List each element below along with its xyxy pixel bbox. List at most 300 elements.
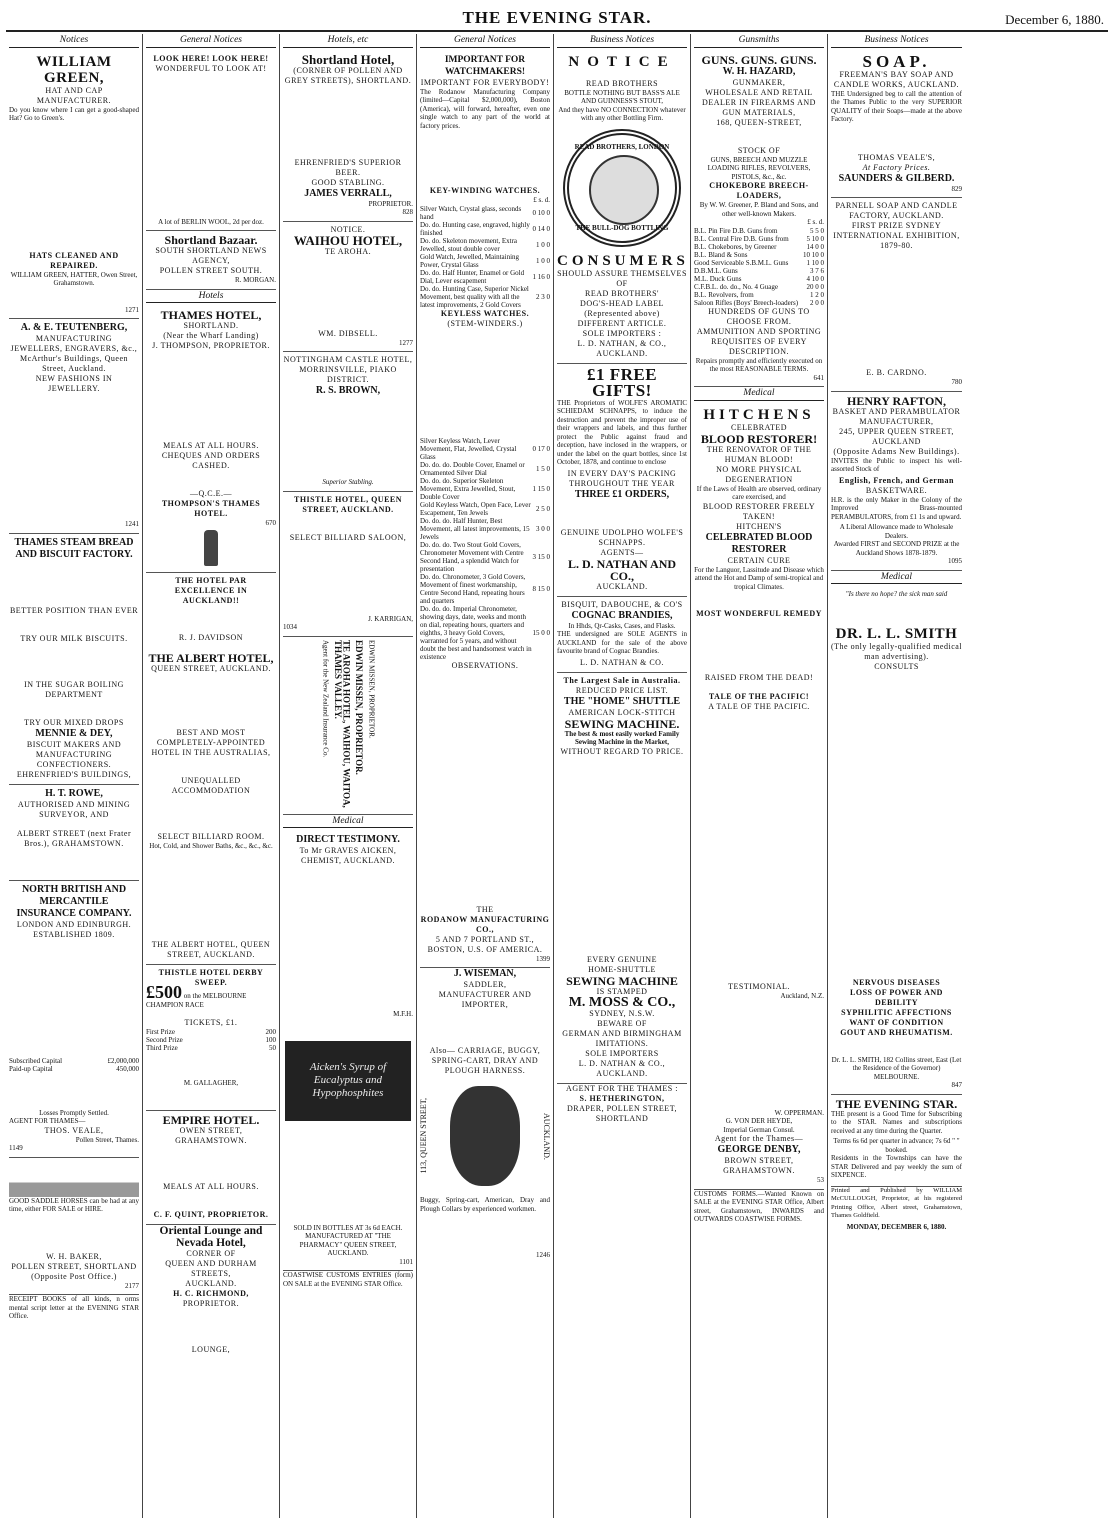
ad-line: To Mr GRAVES AICKEN, CHEMIST, AUCKLAND. <box>299 846 397 865</box>
ad-line: GUNS, BREECH AND MUZZLE LOADING RIFLES, REVOLVERS, PISTOLS, &c., &c. <box>707 155 811 181</box>
column-7 <box>828 34 965 1518</box>
table-row <box>694 235 824 243</box>
ad-line: SHOULD ASSURE THEMSELVES OF <box>557 268 687 288</box>
ad-line: NOTICE. <box>330 224 366 234</box>
ad-line: FIRST PRIZE SYDNEY INTERNATIONAL EXHIBITION, 1879-80. <box>833 221 960 250</box>
ad-title: THAMES STEAM BREAD AND BISCUIT FACTORY. <box>14 536 134 560</box>
ad-line: CORNER OF <box>186 1248 236 1258</box>
ad-number: 1277 <box>399 338 413 347</box>
ad-signature: W. H. BAKER, <box>46 1251 102 1261</box>
ad-line: CONSULTS <box>874 661 919 671</box>
ad-title: NOTICE <box>568 53 676 70</box>
table-row <box>420 573 550 605</box>
ad-signature: M. MOSS & CO., <box>568 994 676 1010</box>
table-row <box>420 221 550 237</box>
column-3 <box>280 34 417 1518</box>
syrup-label-illustration: Aicken's Syrup of Eucalyptus and Hypophosphites <box>285 1041 411 1121</box>
ad-address: 245, UPPER QUEEN STREET, AUCKLAND <box>839 426 954 446</box>
ad-number: 780 <box>951 378 962 386</box>
ad-signature: M. GALLAGHER, <box>183 1079 239 1087</box>
ad-title: H. T. ROWE, <box>45 787 103 799</box>
item-cell: M.L. Duck Guns <box>694 274 742 283</box>
ad-line: PROPRIETOR. <box>368 199 413 208</box>
ad-subtitle: LONDON AND EDINBURGH. <box>16 919 132 929</box>
column-4 <box>417 34 554 1518</box>
ad-line: RAISED FROM THE DEAD! <box>704 673 814 682</box>
ad-address: QUEEN STREET, AUCKLAND. <box>151 663 271 673</box>
item-cell: B.L. Chokebores, by Greener <box>694 242 777 251</box>
ad-text: GOOD SADDLE HORSES can be had at any time, either FOR SALE or HIRE. <box>9 1196 139 1213</box>
ad-line: THREE £1 ORDERS, <box>574 488 670 500</box>
ad-line: STOCK OF <box>737 145 781 155</box>
ad-wiseman <box>420 968 550 1260</box>
ad-line: (Near the Wharf Landing) <box>163 331 259 340</box>
ad-title: THISTLE HOTEL, QUEEN STREET, AUCKLAND. <box>293 494 403 514</box>
ad-line: CHEQUES AND ORDERS CASHED. <box>161 451 261 470</box>
ad-title: THAMES HOTEL, <box>160 308 262 322</box>
ad-address: AUCKLAND. <box>596 581 648 591</box>
price-cell: 1 2 0 <box>810 290 824 299</box>
ad-line: If the Laws of Health are observed, ordinary care exercised, and <box>696 484 822 501</box>
price-cell: 5 5 0 <box>810 226 824 235</box>
ad-title: THE HOTEL PAR EXCELLENCE IN AUCKLAND!! <box>174 575 248 605</box>
ad-line: LOSS OF POWER AND DEBILITY <box>850 987 943 1007</box>
ad-line: Superior Stabling. <box>322 478 374 486</box>
table-row <box>694 267 824 275</box>
ad-line: TALE OF THE PACIFIC! <box>708 692 810 701</box>
ad-line: A TALE OF THE PACIFIC. <box>708 702 810 711</box>
ad-title: IMPORTANT FOR WATCHMAKERS! <box>444 54 526 77</box>
item-cell: C.F.B.L. do. do., No. 4 Guage <box>694 282 779 291</box>
ad-william-green <box>9 51 139 320</box>
ad-line: READ BROTHERS' <box>584 288 659 298</box>
price-cell: 8 15 0 <box>532 584 550 593</box>
ad-line: HOME-SHUTTLE <box>588 964 656 974</box>
ad-title: LOOK HERE! LOOK HERE! <box>153 53 269 63</box>
ad-nottingham <box>283 352 413 492</box>
ad-line: TICKETS, £1. <box>184 1018 238 1027</box>
logo-text-top: READ BROTHERS, LONDON <box>574 142 670 151</box>
ad-text: The Rodanow Manufacturing Company (limited—Capital $2,000,000), Boston (America), will forward, hereafter, even one single watch to any part of the world at factory prices. <box>420 87 550 130</box>
ad-line: DOG'S-HEAD LABEL <box>580 298 664 308</box>
ad-line: The Largest Sale in Australia. <box>563 675 681 685</box>
ad-text: COASTWISE CUSTOMS ENTRIES (form) ON SALE at the EVENING STAR Office. <box>283 1271 413 1288</box>
ad-line: —Q.C.E.— <box>190 489 232 498</box>
table-row <box>694 275 824 283</box>
ad-signature: J. THOMPSON, PROPRIETOR. <box>152 341 270 350</box>
ad-text: H.R. is the only Maker in the Colony of the Improved Brass-mounted PERAMBULATORS, from £1 1s and upward. <box>831 495 962 521</box>
ad-title: Shortland Bazaar. <box>164 233 258 247</box>
item-cell: Do. do. do. Superior Skeleton Movement, Extra Jewelled, Stout, Double Cover <box>420 476 516 501</box>
table-row: First Prize 200 <box>146 1028 276 1036</box>
ad-subtitle: OWEN STREET, GRAHAMSTOWN. <box>175 1125 247 1145</box>
ad-signature: R. J. DAVIDSON <box>178 632 244 642</box>
section-header: Hotels <box>146 290 276 304</box>
ad-subtitle: AMERICAN LOCK-STITCH <box>568 707 676 717</box>
ad-signature: L. D. NATHAN & CO. <box>580 657 664 667</box>
ad-line: NEW FASHIONS IN JEWELLERY. <box>35 374 113 393</box>
ad-line: EHRENFRIED'S BUILDINGS, <box>16 769 132 779</box>
ad-line: WITHOUT REGARD TO PRICE. <box>560 746 684 756</box>
ad-line: THROUGHOUT THE YEAR <box>569 478 675 488</box>
ad-title: BLOOD RESTORER! <box>700 431 818 446</box>
ad-line: TRY OUR MILK BISCUITS. <box>20 633 128 643</box>
table-row: Second Prize 100 <box>146 1036 276 1044</box>
ad-title: NOTTINGHAM CASTLE HOTEL, MORRINSVILLE, PIAKO DISTRICT. <box>283 355 413 384</box>
ad-line: BEST AND MOST COMPLETELY-APPOINTED HOTEL IN THE AUSTRALIAS, <box>151 727 271 757</box>
item-cell: Do. do. Skeleton movement, Extra Jewelled, stout double cover <box>420 236 518 253</box>
ad-line: HUNDREDS OF GUNS TO CHOOSE FROM. <box>708 306 810 326</box>
ad-title: EMPIRE HOTEL. <box>162 1112 260 1127</box>
ad-subtitle: TE AROHA. <box>324 246 372 256</box>
ad-title: THISTLE HOTEL DERBY SWEEP. <box>158 968 264 987</box>
ad-signature: S. HETHERINGTON, <box>579 1093 665 1103</box>
ad-line: SOLD IN BOTTLES AT 3s 6d EACH. <box>293 1223 403 1232</box>
table-row <box>420 205 550 221</box>
ad-title: DIRECT TESTIMONY. <box>296 834 400 845</box>
price-cell: 2 0 0 <box>810 298 824 307</box>
ad-waihou-hotel <box>283 222 413 353</box>
ad-line: IN THE SUGAR BOILING DEPARTMENT <box>24 679 124 699</box>
ad-subtitle: SOUTH SHORTLAND NEWS AGENCY, <box>155 246 267 265</box>
ad-signature: C. F. QUINT, PROPRIETOR. <box>153 1209 269 1219</box>
ad-line: For the Languor, Lassitude and Disease which attend the Hot and Damp of semi-tropical and tropical Climates. <box>694 565 824 591</box>
imprint-date: MONDAY, DECEMBER 6, 1880. <box>846 1222 947 1231</box>
ad-title: THE ALBERT HOTEL, <box>148 650 274 665</box>
price-cell: 1 0 0 <box>536 256 550 265</box>
carriage-illustration <box>9 1161 139 1197</box>
ad-signature: JAMES VERRALL, <box>304 187 392 199</box>
ad-address: BROWN STREET, <box>724 1156 794 1165</box>
ad-line: In Hhds, Qr-Casks, Cases, and Flasks. <box>568 621 676 630</box>
ad-text: THE undersigned are SOLE AGENTS in AUCKLAND for the sale of the above favourite brand of Cognac Brandies. <box>557 630 687 655</box>
ad-number: 2177 <box>125 1281 139 1290</box>
ad-line: WANT OF CONDITION <box>849 1017 944 1027</box>
price-cell: 1 0 0 <box>536 240 550 249</box>
ad-derby-sweep <box>146 965 276 1111</box>
ad-signature: G. VON DER HEYDE, <box>725 1117 793 1125</box>
ad-signature: E. B. CARDNO. <box>866 368 927 377</box>
item-cell: D.B.M.L. Guns <box>694 266 738 275</box>
keyless-table <box>420 437 550 661</box>
imprint <box>831 1187 962 1232</box>
ad-title: COGNAC BRANDIES, <box>571 609 673 621</box>
ad-number: 1149 <box>9 1144 23 1152</box>
table-row <box>420 437 550 461</box>
item-cell: Gold Watch, Jewelled, Maintaining Power, Crystal Glass <box>420 252 520 269</box>
rotated-title: TE AROHA HOTEL, WAIHOU, WAITOA, THAMES VALLEY. <box>332 639 352 808</box>
ad-title: WILLIAM GREEN, <box>36 53 112 86</box>
ad-signature: L. D. NATHAN & CO., <box>578 1058 666 1068</box>
ad-title: SOAP. <box>862 51 931 71</box>
ad-watchmakers <box>420 51 550 969</box>
ad-thames-hotel <box>146 306 276 573</box>
ad-subtitle: MANUFACTURING JEWELLERS, ENGRAVERS, &c., <box>10 334 138 353</box>
ad-signature: GEORGE DENBY, <box>717 1144 801 1155</box>
ad-title: Shortland Hotel, <box>301 51 395 67</box>
item-cell: Do. do. Hunting case, engraved, highly finished <box>420 220 530 237</box>
ad-line: "Is there no hope? the sick man said <box>845 590 948 598</box>
ad-title: CONSUMERS <box>557 252 689 269</box>
ad-shortland-hotel <box>283 51 413 222</box>
ad-line: LOUNGE, <box>191 1344 231 1354</box>
column-header: Business Notices <box>557 34 687 48</box>
price-cell: 1 10 0 <box>806 258 824 267</box>
ad-line: Auckland, N.Z. <box>780 992 824 1000</box>
ad-line: At Factory Prices. <box>862 162 931 172</box>
section-title: OBSERVATIONS. <box>451 660 519 670</box>
rotated-agent-line: Agent for the New Zealand Insurance Co. <box>321 639 330 757</box>
table-row: Third Prize 50 <box>146 1044 276 1052</box>
column-5 <box>554 34 691 1518</box>
item-cell: B.L. Bland & Sons <box>694 250 748 259</box>
ad-line: NERVOUS DISEASES <box>852 977 941 987</box>
ad-address: BOSTON, U.S. OF AMERICA. <box>427 944 543 954</box>
ad-line: WHOLESALE AND RETAIL DEALER IN FIREARMS AND GUN MATERIALS, <box>702 87 816 117</box>
ad-text: Buggy, Spring-cart, American, Dray and Plough Collars by experienced workmen. <box>420 1196 550 1213</box>
column-header: Business Notices <box>831 34 962 48</box>
ad-albert-hotel <box>146 573 276 966</box>
ad-line: READ BROTHERS <box>585 78 659 88</box>
ad-subtitle: AUTHORISED AND MINING SURVEYOR, AND <box>17 799 131 819</box>
table-row <box>694 227 824 235</box>
column-header: Hotels, etc <box>283 34 413 48</box>
ad-line: AGENTS— <box>600 547 644 557</box>
table-row <box>420 477 550 501</box>
price-cell: 3 0 0 <box>536 524 550 533</box>
guns-table <box>694 227 824 307</box>
price-cell: 1 15 0 <box>532 484 550 493</box>
ad-line: Losses Promptly Settled. <box>39 1108 109 1117</box>
ad-line: AGENT FOR THE THAMES : <box>566 1083 678 1093</box>
item-cell: Do. do. do. Two Stout Gold Covers, Chronometer Movement with Centre Second Hand, a splendid Watch for presentation <box>420 540 524 573</box>
ad-subtitle: FREEMAN'S BAY SOAP AND CANDLE WORKS, AUCKLAND. <box>833 69 960 89</box>
price-cell: 2 5 0 <box>536 504 550 513</box>
ad-subtitle: (The only legally-qualified medical man advertising). <box>831 641 963 661</box>
ad-address: 168, QUEEN-STREET, <box>716 117 802 127</box>
ad-line: BLOOD RESTORER FREELY TAKEN! <box>702 501 816 521</box>
ad-signature: L. D. NATHAN, & CO., <box>577 338 667 348</box>
ad-line: EVERY GENUINE <box>587 954 657 964</box>
ad-look-here <box>146 51 276 232</box>
newspaper-title: THE EVENING STAR. <box>462 8 652 27</box>
table-row <box>694 243 824 251</box>
ad-line: REDUCED PRICE LIST. <box>575 685 669 695</box>
ad-signature: R. MORGAN. <box>234 276 276 284</box>
table-row <box>420 237 550 253</box>
item-cell: B.L. Revolvers, from <box>694 290 754 299</box>
ad-number: 670 <box>265 519 276 527</box>
ad-line: TRY OUR MIXED DROPS <box>24 717 124 727</box>
ad-footer: THE ALBERT HOTEL, QUEEN STREET, AUCKLAND. <box>151 940 271 959</box>
ad-address: (Opposite Adams New Buildings). <box>833 446 960 456</box>
ad-line: MANUFACTURED AT "THE PHARMACY" QUEEN STREET, AUCKLAND. <box>299 1232 397 1257</box>
ad-rafton <box>831 392 962 571</box>
section-header: Medical <box>831 571 962 585</box>
item-cell: Do. do. Chronometer, 3 Gold Covers, Movement of finest workmanship, Centre Second Hand, repeating hours and quarters <box>420 572 526 605</box>
address-vertical: 113, QUEEN STREET, <box>419 1098 428 1174</box>
ad-line: NO MORE PHYSICAL DEGENERATION <box>716 464 802 484</box>
ad-line: SOLE IMPORTERS : <box>582 328 662 338</box>
ad-guns <box>694 51 824 388</box>
ad-address: QUEEN AND DURHAM STREETS, <box>165 1258 257 1278</box>
ad-subtitle: SHORTLAND. <box>183 321 239 330</box>
ad-line: AGENT FOR THAMES— <box>9 1117 86 1125</box>
ad-signature: H. C. RICHMOND, <box>173 1288 249 1298</box>
ad-title: HITCHENS <box>703 406 815 423</box>
ad-title: NORTH BRITISH AND MERCANTILE INSURANCE COMPANY. <box>16 883 132 919</box>
table-row: Paid-up Capital 450,000 <box>9 1064 139 1073</box>
prize-table <box>146 1028 276 1052</box>
price-cell: 3 7 6 <box>810 266 824 275</box>
ad-line: English, French, and German <box>839 475 954 485</box>
price-cell: 14 0 0 <box>806 242 824 251</box>
ad-address: DRAPER, POLLEN STREET, SHORTLAND <box>567 1103 677 1123</box>
ad-line: UNEQUALLED ACCOMMODATION <box>171 775 251 795</box>
ad-line: Also— CARRIAGE, BUGGY, SPRING-CART, DRAY AND PLOUGH HARNESS. <box>429 1046 541 1075</box>
ad-line: IN EVERY DAY'S PACKING <box>567 468 677 478</box>
ad-banner: THOMPSON'S THAMES HOTEL. <box>161 499 261 518</box>
ad-number: 828 <box>402 208 413 216</box>
ad-address: AUCKLAND. <box>596 348 648 358</box>
ad-number: 1399 <box>536 954 550 963</box>
ad-signature: R. S. BROWN, <box>315 385 381 396</box>
ad-empire-hotel <box>146 1111 276 1225</box>
logo-text-bottom: THE BULL-DOG BOTTLING <box>575 224 669 232</box>
ad-line: A Liberal Allowance made to Wholesale Dealers. <box>839 523 954 540</box>
ad-number: 1241 <box>125 520 139 528</box>
ad-line: GOOD STABLING. <box>311 177 385 187</box>
ad-title: MENNIE & DEY, <box>35 727 113 739</box>
column-header: General Notices <box>146 34 276 48</box>
price-cell: 2 3 0 <box>536 292 550 301</box>
ad-te-aroha-rotated <box>283 637 413 815</box>
ad-line: PROPRIETOR. <box>182 1298 240 1308</box>
ad-line: BASKETWARE. <box>865 485 928 495</box>
ad-line: BOTTLE NOTHING BUT BASS'S ALE AND GUINNESS'S STOUT, <box>564 88 680 105</box>
ad-subtitle: SADDLER, <box>463 980 507 989</box>
ad-signature: M.F.H. <box>393 1010 413 1018</box>
ad-line: THE RENOVATOR OF THE HUMAN BLOOD! <box>706 444 812 464</box>
ad-signature: RODANOW MANUFACTURING CO., <box>420 914 550 934</box>
price-cell: 0 14 0 <box>532 224 550 233</box>
ad-line: Repairs promptly and efficiently executed on the most REASONABLE TERMS. <box>695 356 823 373</box>
item-cell: Silver Watch, Crystal glass, seconds hand <box>420 204 522 221</box>
price-cell: 4 10 0 <box>806 274 824 283</box>
imprint-text: Printed and Published by WILLIAM McCULLOUGH, Proprietor, at his registered Printing Office, Albert street, Grahamstown, Thames Goldfield. <box>831 1186 962 1219</box>
column-header: Notices <box>9 34 139 48</box>
ad-text: Do you know where I can get a good-shaped Hat? Go to Green's. <box>9 105 139 122</box>
ad-line: GERMAN AND BIRMINGHAM IMITATIONS. <box>562 1028 682 1048</box>
ad-number: 1034 <box>283 623 297 631</box>
ad-title: SEWING MACHINE <box>566 973 678 988</box>
ad-address: Dr. L. L. SMITH, 182 Collins street, East (Let the Residence of the Governor) <box>831 1055 962 1072</box>
ad-title: A. & E. TEUTENBERG, <box>20 322 128 333</box>
price-cell: 3 15 0 <box>532 552 550 561</box>
ad-text: INVITES the Public to inspect his well-assorted Stock of <box>831 456 962 473</box>
item-cell: B.L. Central Fire D.B. Guns from <box>694 234 789 243</box>
item-cell: Do. do. do. Half Hunter, Best Movement, all latest improvements, 15 Jewels <box>420 516 530 541</box>
ad-biscuit-factory <box>9 534 139 785</box>
item-cell: B.L. Pin Fire D.B. Guns from <box>694 226 778 235</box>
issue-date: December 6, 1880. <box>1005 12 1104 27</box>
ad-subtitle: IMPORTANT FOR EVERYBODY! <box>420 77 550 87</box>
price-cell: 15 0 0 <box>532 628 550 637</box>
column-1 <box>6 34 143 1518</box>
ad-signature: L. D. NATHAN AND CO., <box>567 556 677 583</box>
ad-line: SELECT BILLIARD ROOM. <box>157 831 265 841</box>
ad-hetherington <box>557 1084 687 1124</box>
item-cell: Do. do. do. Imperial Chronometer, showing days, date, weeks and month on dial, repeating hours, quarters and eighths, 3 heavy Gold Covers, warranted for 5 years, and without doubt the best and handsomest watch in existence <box>420 604 532 661</box>
table-row <box>420 461 550 477</box>
ad-title: THE "HOME" SHUTTLE <box>563 695 681 707</box>
ad-line: BETTER POSITION THAN EVER <box>9 605 139 615</box>
ad-customs <box>283 1271 413 1288</box>
ad-title: £1 FREE GIFTS! <box>586 364 658 400</box>
rotated-signature-2: EDWIN MISSEN, PROPRIETOR. <box>367 639 376 739</box>
ad-text: THE present is a Good Time for Subscribing to the STAR. Names and subscriptions received at any time during the Quarter. <box>831 1109 962 1135</box>
ad-parnell-soap <box>831 198 962 392</box>
ad-text: Residents in the Townships can have the STAR Delivered and pay weekly the sum of SIXPENCE. <box>831 1154 962 1179</box>
table-row <box>420 285 550 309</box>
ad-line: EHRENFRIED'S SUPERIOR BEER. <box>294 157 402 177</box>
ad-number: 1246 <box>536 1251 550 1259</box>
item-cell: Saloon Rifles (Boys' Breech-loaders) <box>694 298 799 307</box>
columns <box>6 34 1108 1518</box>
column-header: General Notices <box>420 34 550 48</box>
ad-line: on the MELBOURNE CHAMPION RACE <box>146 992 247 1009</box>
ad-free-gifts <box>557 364 687 597</box>
price-cell: 0 17 0 <box>532 444 550 453</box>
ad-address: Pollen Street, Thames. <box>75 1135 139 1144</box>
ad-number: 829 <box>951 184 962 193</box>
ad-address: POLLEN STREET SOUTH. <box>159 266 263 275</box>
ad-line: Terms 6s 6d per quarter in advance; 7s 6d " " booked. <box>833 1137 960 1154</box>
item-cell: Good Serviceable S.B.M.L. Guns <box>694 258 789 267</box>
ad-line: SYPHILITIC AFFECTIONS <box>841 1007 952 1017</box>
ad-line: By W. W. Greener, P. Bland and Sons, and other well-known Makers. <box>699 201 819 218</box>
ad-title: THE EVENING STAR. <box>835 1096 958 1111</box>
ad-text: CUSTOMS FORMS.—Wanted Known on SALE at the EVENING STAR Office, Albert street, Grahamstown, INWARDS and OUTWARDS COASTWISE FORMS. <box>694 1189 824 1223</box>
ad-signature: J. KARRIGAN, <box>368 614 413 623</box>
ad-receipt-books <box>9 1295 139 1321</box>
ad-line: GENUINE UDOLPHO WOLFE'S SCHNAPPS. <box>560 527 684 547</box>
ad-title: GUNS. GUNS. GUNS. <box>701 52 817 67</box>
table-row: Subscribed Capital £2,000,000 <box>9 1056 139 1065</box>
price-cell: 5 10 0 <box>806 234 824 243</box>
table-row <box>420 605 550 661</box>
ad-line: MANUFACTURER AND IMPORTER, <box>438 990 532 1009</box>
capital-table <box>9 1057 139 1073</box>
ad-soap <box>831 51 962 199</box>
ad-signature: SAUNDERS & GILBERD. <box>838 172 955 184</box>
ad-signature: W. OPPERMAN. <box>774 1108 824 1117</box>
ad-line: CELEBRATED <box>730 422 788 432</box>
ad-line: AMMUNITION AND SPORTING REQUISITES OF EVERY DESCRIPTION. <box>696 326 822 356</box>
ad-number: 1095 <box>948 557 962 565</box>
section-header: Medical <box>283 815 413 829</box>
keywinding-table <box>420 205 550 309</box>
ad-title: CELEBRATED BLOOD RESTORER <box>705 531 813 555</box>
ad-rowe <box>9 785 139 881</box>
rotated-signature: EDWIN MISSEN, PROPRIETOR. <box>353 639 364 775</box>
ad-address: GRAHAMSTOWN. <box>723 1166 795 1175</box>
ad-signature: WILLIAM GREEN, HATTER, Owen Street, Grahamstown. <box>10 270 138 287</box>
ad-line: A lot of BERLIN WOOL, 2d per doz. <box>158 217 264 226</box>
bulldog-logo <box>563 129 681 247</box>
ad-title: WAIHOU HOTEL, <box>293 232 403 248</box>
ad-line: Agent for the Thames— <box>714 1134 804 1143</box>
